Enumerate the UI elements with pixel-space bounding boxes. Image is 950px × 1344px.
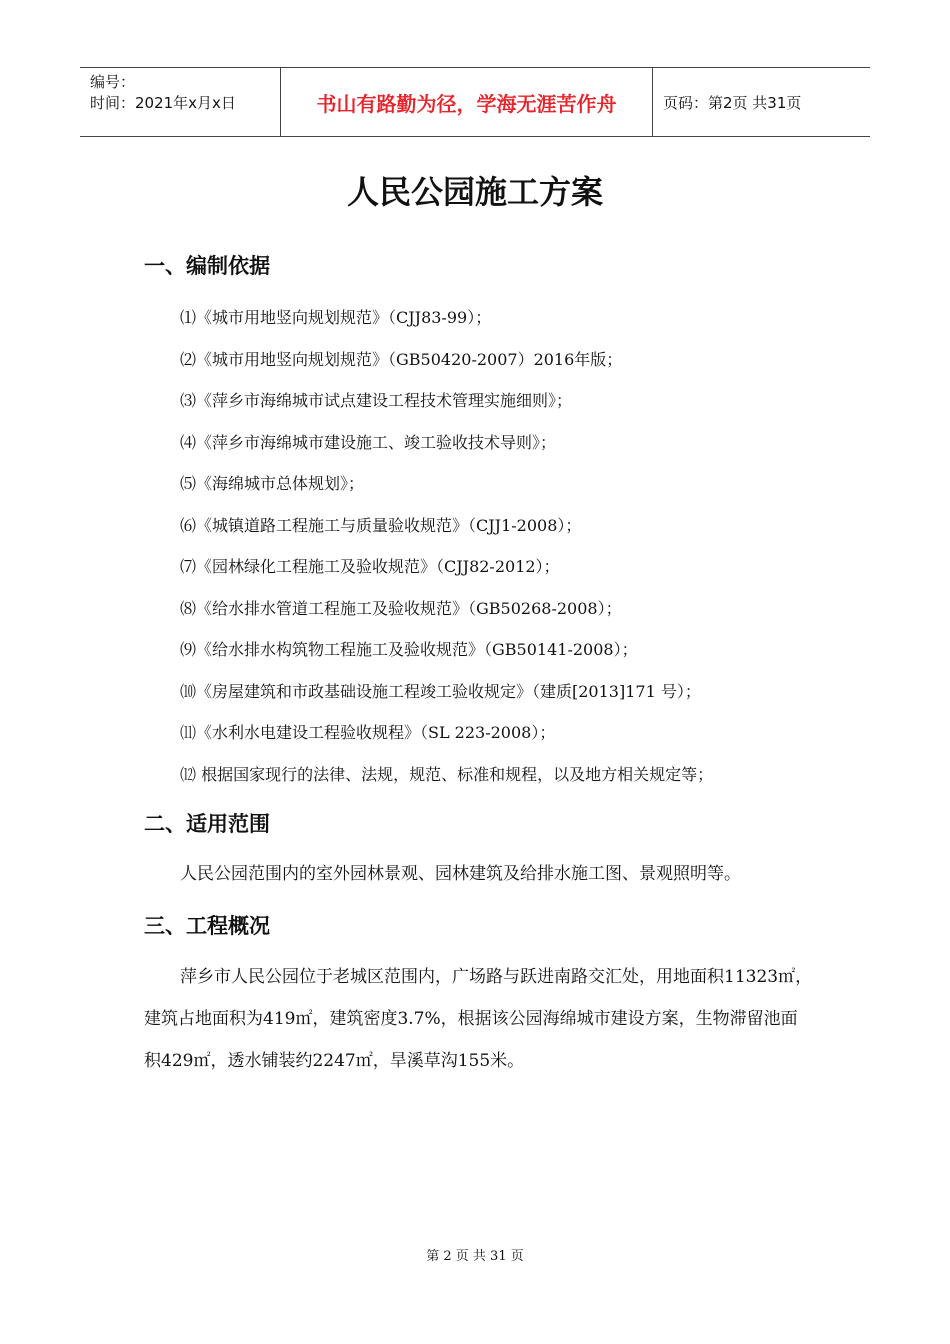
reference-list: [180, 302, 840, 800]
section-heading-overview: 三、工程概况: [144, 914, 270, 938]
reference-item: ⑿ 根据国家现行的法律、法规，规范、标准和规程，以及地方相关规定等；: [180, 764, 714, 784]
reference-item: ⑼《给水排水构筑物工程施工及验收规范》（GB50141-2008）；: [180, 640, 638, 659]
page-footer: 第 2 页 共 31 页: [426, 1249, 524, 1264]
document-time-label: 时间：2021年x月x日: [90, 94, 236, 112]
reference-item: ⑵《城市用地竖向规划规范》（GB50420-2007）2016年版；: [180, 349, 623, 369]
document-number-label: 编号：: [90, 73, 136, 91]
section-heading-scope: 二、适用范围: [144, 812, 270, 836]
reference-item: ⑻《给水排水管道工程施工及验收规范》（GB50268-2008）；: [180, 598, 622, 618]
section-heading-basis: 一、编制依据: [144, 254, 270, 278]
header-motto: 书山有路勤为径，学海无涯苦作舟: [281, 68, 653, 136]
document-header: [80, 67, 870, 137]
reference-item: ⑽《房屋建筑和市政基础设施工程竣工验收规定》（建质[2013]171 号）；: [180, 681, 701, 701]
reference-item: ⑷《萍乡市海绵城市建设施工、竣工验收技术导则》；: [180, 432, 557, 452]
overview-paragraph: 萍乡市人民公园位于老城区范围内，广场路与跃进南路交汇处，用地面积11323㎡，建筑占地面积为419㎡，建筑密度3.7%，根据该公园海绵城市建设方案，生物滞留池面积429㎡，透水铺装约2247㎡，旱溪草沟155米。: [144, 967, 813, 1071]
header-meta-cell: [80, 68, 281, 136]
reference-item: ⑴《城市用地竖向规划规范》（CJJ83-99）；: [180, 308, 492, 327]
reference-item: ⑾《水利水电建设工程验收规程》（SL 223-2008）；: [180, 723, 556, 742]
reference-item: ⑹《城镇道路工程施工与质量验收规范》（CJJ1-2008）；: [180, 515, 582, 535]
reference-item: ⑸《海绵城市总体规划》；: [180, 474, 365, 493]
scope-paragraph: 人民公园范围内的室外园林景观、园林建筑及给排水施工图、景观照明等。: [180, 864, 741, 884]
reference-item: ⑶《萍乡市海绵城市试点建设工程技术管理实施细则》；: [180, 391, 573, 410]
header-page-info: 页码：第2页 共31页: [663, 93, 802, 112]
reference-item: ⑺《园林绿化工程施工及验收规范》（CJJ82-2012）；: [180, 557, 560, 576]
document-title: 人民公园施工方案: [346, 173, 603, 211]
